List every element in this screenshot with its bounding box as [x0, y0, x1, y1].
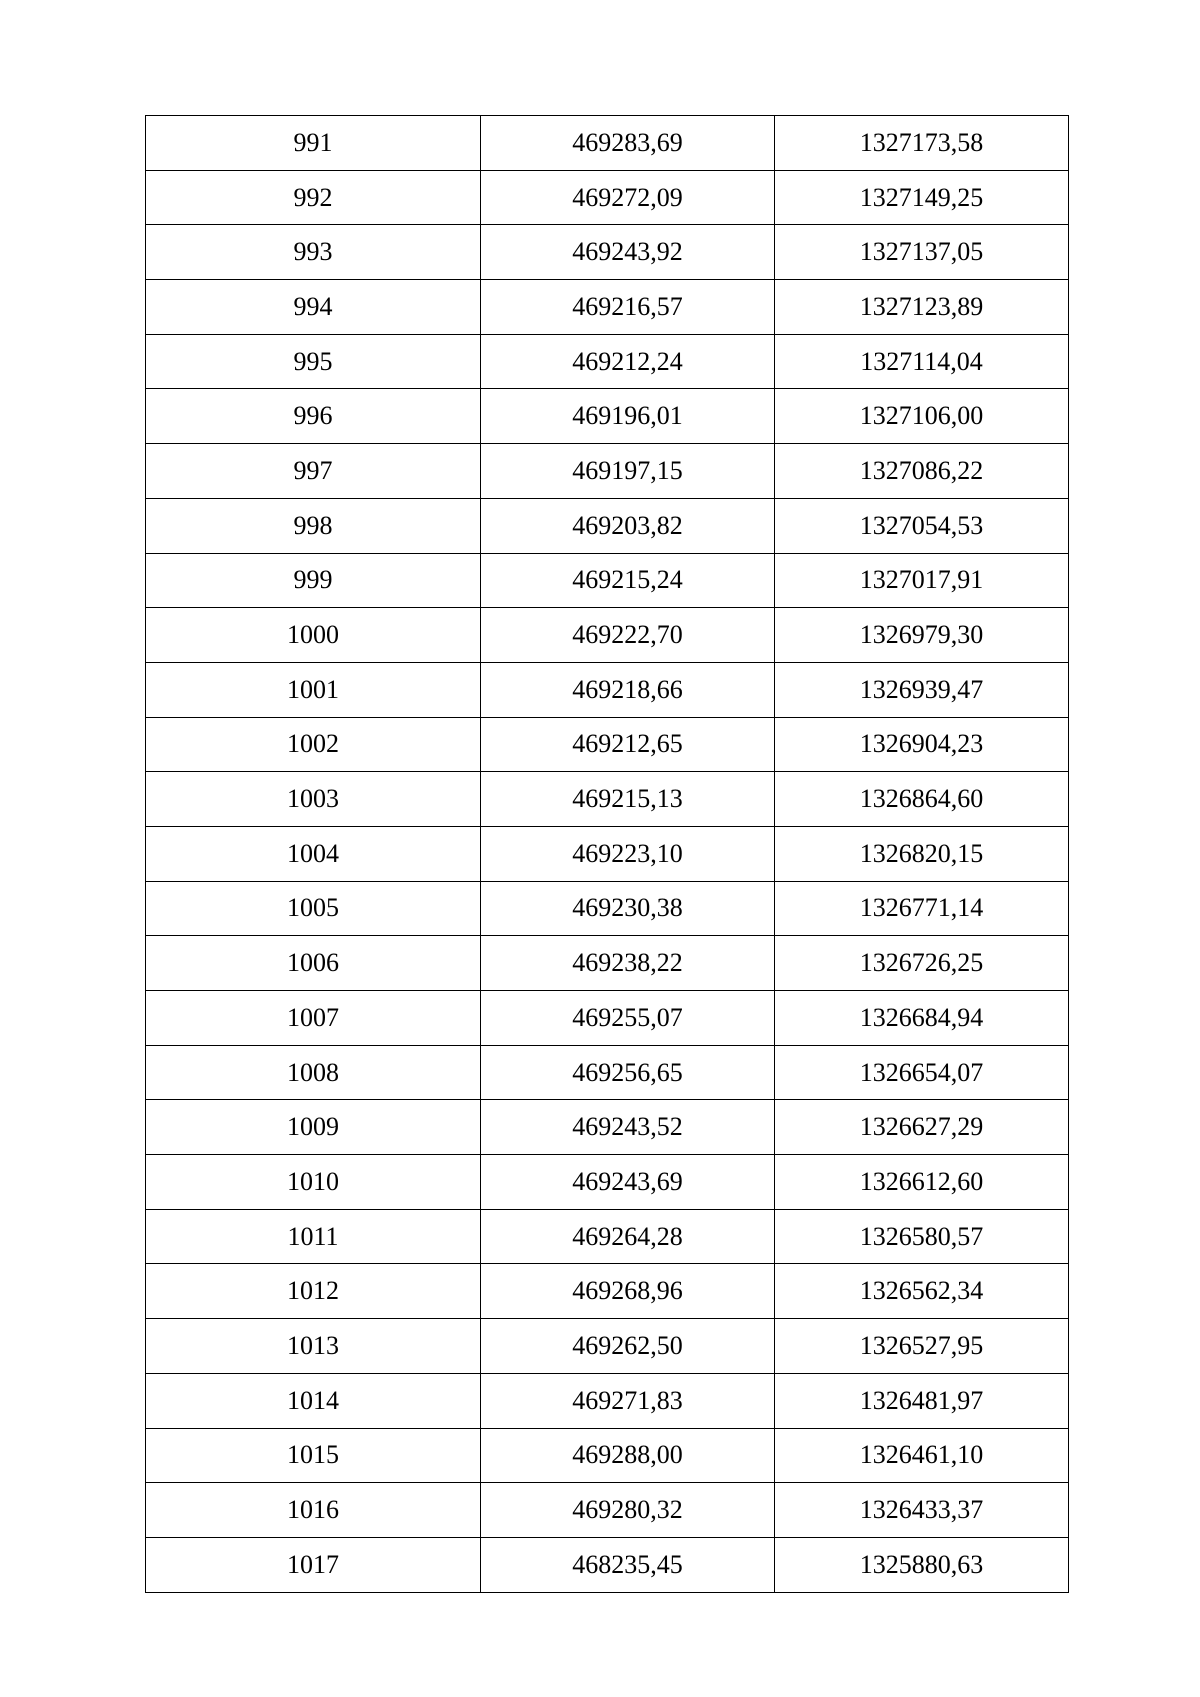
point-number-cell: 1000 — [146, 608, 481, 663]
y-coordinate-cell: 1326864,60 — [775, 772, 1069, 827]
point-number-cell: 1007 — [146, 991, 481, 1046]
table-row — [146, 1100, 1069, 1155]
x-coordinate-cell: 469268,96 — [481, 1264, 775, 1319]
table-row — [146, 1155, 1069, 1210]
point-number-cell: 1005 — [146, 881, 481, 936]
x-coordinate-cell: 469212,65 — [481, 717, 775, 772]
y-coordinate-cell: 1327086,22 — [775, 444, 1069, 499]
y-coordinate-cell: 1326684,94 — [775, 991, 1069, 1046]
table-row — [146, 444, 1069, 499]
y-coordinate-cell: 1326654,07 — [775, 1045, 1069, 1100]
point-number-cell: 1012 — [146, 1264, 481, 1319]
table-row — [146, 225, 1069, 280]
point-number-cell: 1003 — [146, 772, 481, 827]
table-row — [146, 991, 1069, 1046]
x-coordinate-cell: 469196,01 — [481, 389, 775, 444]
table-row — [146, 334, 1069, 389]
x-coordinate-cell: 469218,66 — [481, 662, 775, 717]
y-coordinate-cell: 1327137,05 — [775, 225, 1069, 280]
table-row — [146, 116, 1069, 171]
point-number-cell: 1016 — [146, 1483, 481, 1538]
x-coordinate-cell: 468235,45 — [481, 1537, 775, 1592]
point-number-cell: 998 — [146, 498, 481, 553]
table-row — [146, 1373, 1069, 1428]
y-coordinate-cell: 1326481,97 — [775, 1373, 1069, 1428]
point-number-cell: 1011 — [146, 1209, 481, 1264]
point-number-cell: 997 — [146, 444, 481, 499]
y-coordinate-cell: 1327017,91 — [775, 553, 1069, 608]
point-number-cell: 996 — [146, 389, 481, 444]
y-coordinate-cell: 1327106,00 — [775, 389, 1069, 444]
x-coordinate-cell: 469283,69 — [481, 116, 775, 171]
x-coordinate-cell: 469243,92 — [481, 225, 775, 280]
point-number-cell: 1004 — [146, 826, 481, 881]
point-number-cell: 992 — [146, 170, 481, 225]
y-coordinate-cell: 1326820,15 — [775, 826, 1069, 881]
y-coordinate-cell: 1326939,47 — [775, 662, 1069, 717]
y-coordinate-cell: 1327054,53 — [775, 498, 1069, 553]
table-row — [146, 553, 1069, 608]
point-number-cell: 999 — [146, 553, 481, 608]
x-coordinate-cell: 469243,52 — [481, 1100, 775, 1155]
x-coordinate-cell: 469262,50 — [481, 1319, 775, 1374]
y-coordinate-cell: 1326527,95 — [775, 1319, 1069, 1374]
y-coordinate-cell: 1326461,10 — [775, 1428, 1069, 1483]
x-coordinate-cell: 469256,65 — [481, 1045, 775, 1100]
point-number-cell: 1014 — [146, 1373, 481, 1428]
coordinates-table — [145, 115, 1069, 1593]
x-coordinate-cell: 469212,24 — [481, 334, 775, 389]
table-row — [146, 608, 1069, 663]
coordinates-table-body — [146, 116, 1069, 1593]
table-row — [146, 280, 1069, 335]
point-number-cell: 1002 — [146, 717, 481, 772]
x-coordinate-cell: 469272,09 — [481, 170, 775, 225]
y-coordinate-cell: 1327149,25 — [775, 170, 1069, 225]
table-row — [146, 170, 1069, 225]
y-coordinate-cell: 1327123,89 — [775, 280, 1069, 335]
table-row — [146, 881, 1069, 936]
table-row — [146, 717, 1069, 772]
y-coordinate-cell: 1327173,58 — [775, 116, 1069, 171]
point-number-cell: 1015 — [146, 1428, 481, 1483]
y-coordinate-cell: 1326904,23 — [775, 717, 1069, 772]
x-coordinate-cell: 469223,10 — [481, 826, 775, 881]
point-number-cell: 991 — [146, 116, 481, 171]
x-coordinate-cell: 469264,28 — [481, 1209, 775, 1264]
x-coordinate-cell: 469243,69 — [481, 1155, 775, 1210]
point-number-cell: 1001 — [146, 662, 481, 717]
x-coordinate-cell: 469238,22 — [481, 936, 775, 991]
x-coordinate-cell: 469215,13 — [481, 772, 775, 827]
y-coordinate-cell: 1325880,63 — [775, 1537, 1069, 1592]
y-coordinate-cell: 1326979,30 — [775, 608, 1069, 663]
x-coordinate-cell: 469288,00 — [481, 1428, 775, 1483]
table-row — [146, 1483, 1069, 1538]
point-number-cell: 1009 — [146, 1100, 481, 1155]
y-coordinate-cell: 1326627,29 — [775, 1100, 1069, 1155]
y-coordinate-cell: 1326562,34 — [775, 1264, 1069, 1319]
table-row — [146, 1319, 1069, 1374]
point-number-cell: 1010 — [146, 1155, 481, 1210]
point-number-cell: 1006 — [146, 936, 481, 991]
x-coordinate-cell: 469222,70 — [481, 608, 775, 663]
point-number-cell: 1013 — [146, 1319, 481, 1374]
table-row — [146, 936, 1069, 991]
table-row — [146, 389, 1069, 444]
point-number-cell: 1017 — [146, 1537, 481, 1592]
table-row — [146, 1209, 1069, 1264]
point-number-cell: 994 — [146, 280, 481, 335]
table-row — [146, 662, 1069, 717]
y-coordinate-cell: 1327114,04 — [775, 334, 1069, 389]
table-row — [146, 1045, 1069, 1100]
point-number-cell: 993 — [146, 225, 481, 280]
point-number-cell: 1008 — [146, 1045, 481, 1100]
table-row — [146, 1264, 1069, 1319]
y-coordinate-cell: 1326433,37 — [775, 1483, 1069, 1538]
x-coordinate-cell: 469197,15 — [481, 444, 775, 499]
table-row — [146, 1537, 1069, 1592]
x-coordinate-cell: 469203,82 — [481, 498, 775, 553]
x-coordinate-cell: 469280,32 — [481, 1483, 775, 1538]
table-row — [146, 498, 1069, 553]
table-row — [146, 772, 1069, 827]
table-row — [146, 826, 1069, 881]
point-number-cell: 995 — [146, 334, 481, 389]
x-coordinate-cell: 469215,24 — [481, 553, 775, 608]
table-row — [146, 1428, 1069, 1483]
x-coordinate-cell: 469216,57 — [481, 280, 775, 335]
y-coordinate-cell: 1326771,14 — [775, 881, 1069, 936]
y-coordinate-cell: 1326580,57 — [775, 1209, 1069, 1264]
y-coordinate-cell: 1326726,25 — [775, 936, 1069, 991]
x-coordinate-cell: 469230,38 — [481, 881, 775, 936]
y-coordinate-cell: 1326612,60 — [775, 1155, 1069, 1210]
x-coordinate-cell: 469255,07 — [481, 991, 775, 1046]
x-coordinate-cell: 469271,83 — [481, 1373, 775, 1428]
